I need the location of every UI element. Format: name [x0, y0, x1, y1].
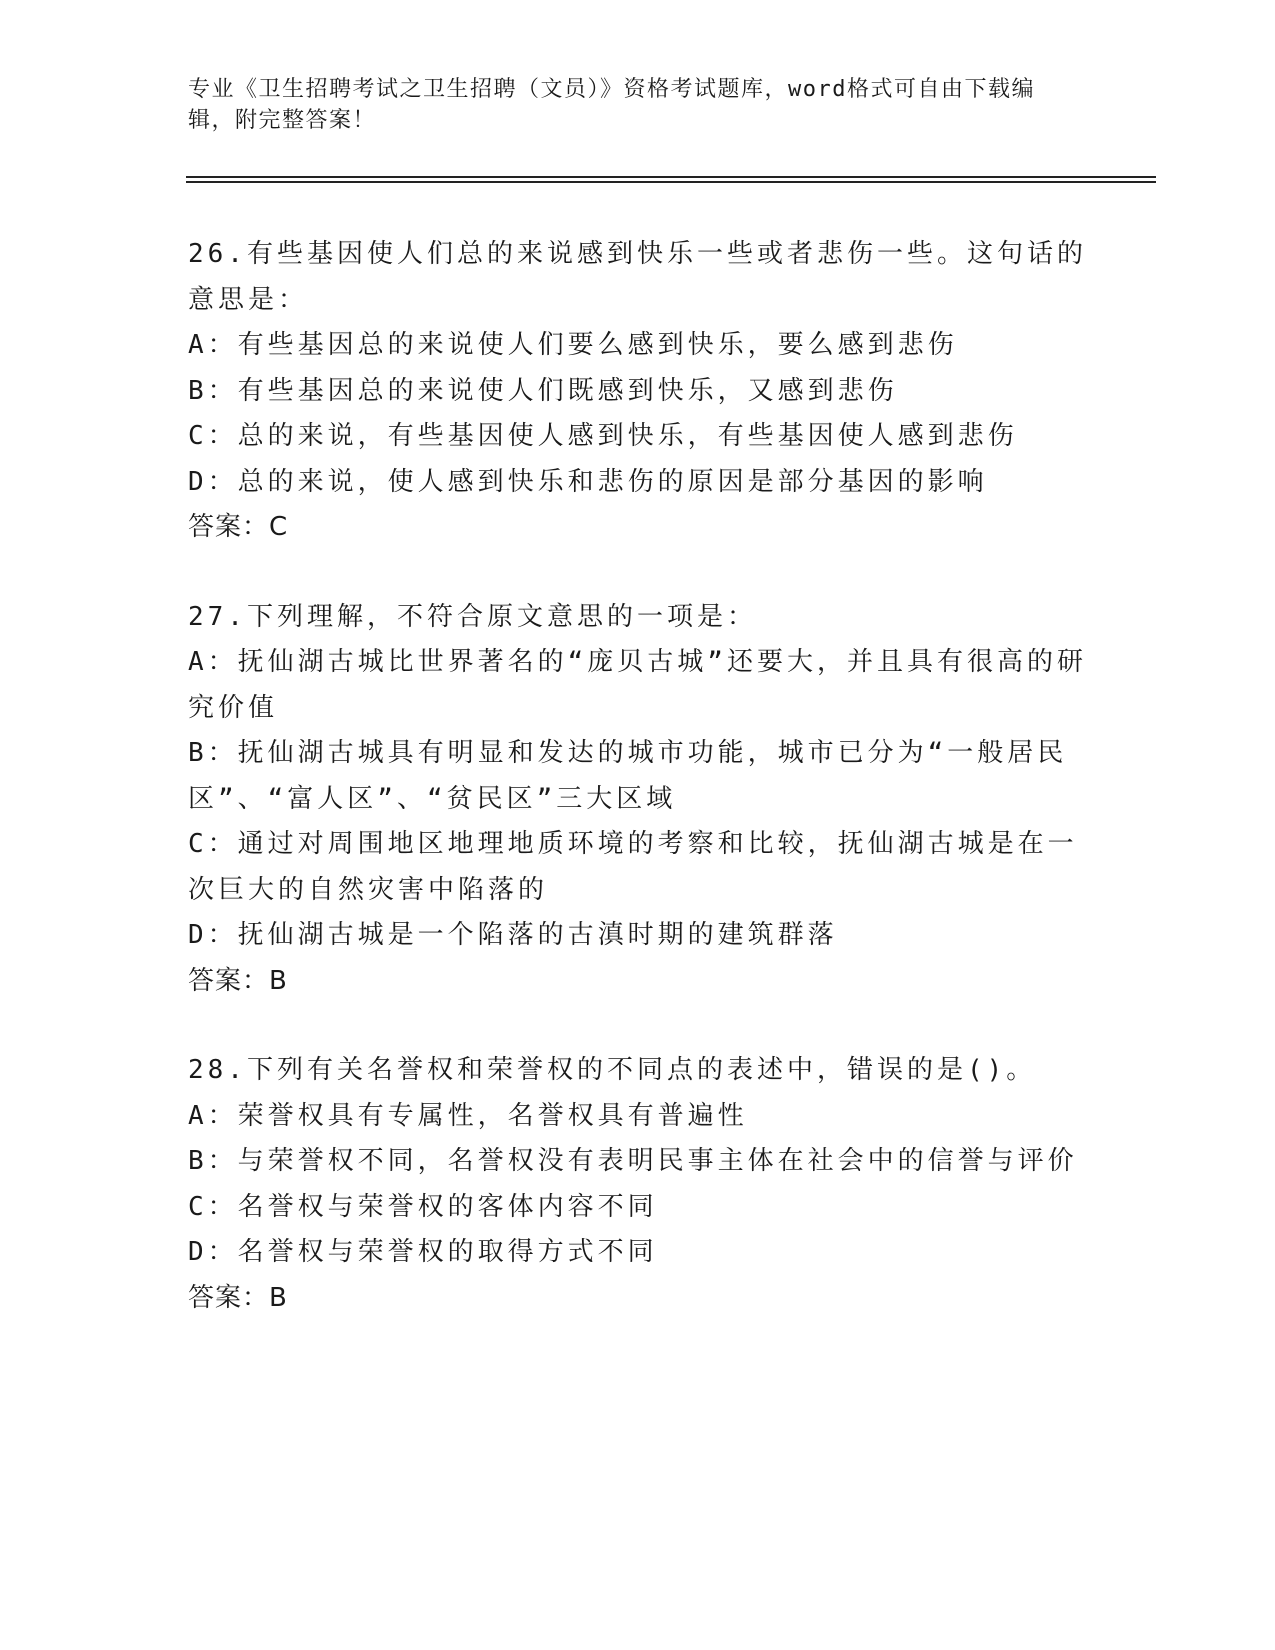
question-27: [188, 595, 1088, 1005]
question-28: [188, 1048, 1088, 1321]
question-text: 下列有关名誉权和荣誉权的不同点的表述中，错误的是()。: [246, 1055, 1037, 1085]
question-number: 27.: [188, 601, 247, 632]
option-label: A：: [188, 1100, 238, 1131]
option-label: B：: [188, 1146, 238, 1176]
option-label: B：: [188, 738, 238, 768]
question-26: [188, 232, 1088, 551]
question-stem: [188, 595, 1088, 641]
option-text: 与荣誉权不同，名誉权没有表明民事主体在社会中的信誉与评价: [237, 1146, 1078, 1176]
option-d: [188, 460, 1088, 506]
option-text: 名誉权与荣誉权的取得方式不同: [237, 1237, 658, 1267]
question-stem: [188, 232, 1088, 323]
question-number: 28.: [188, 1055, 247, 1085]
option-a: [188, 640, 1088, 731]
document-header: [188, 74, 1068, 136]
option-label: C：: [188, 421, 238, 451]
option-b: [188, 1139, 1088, 1185]
question-text: 下列理解，不符合原文意思的一项是：: [246, 601, 757, 632]
option-label: A：: [188, 330, 238, 360]
option-label: C：: [188, 1191, 238, 1222]
option-label: A：: [188, 647, 238, 677]
option-c: [188, 1185, 1088, 1231]
option-text: 荣誉权具有专属性，名誉权具有普遍性: [237, 1100, 748, 1131]
option-text: 有些基因总的来说使人们要么感到快乐，要么感到悲伤: [237, 330, 958, 360]
option-d: [188, 1230, 1088, 1276]
option-label: D：: [188, 466, 238, 497]
option-c: [188, 414, 1088, 460]
question-number: 26.: [188, 239, 247, 269]
question-stem: [188, 1048, 1088, 1094]
option-d: [188, 913, 1088, 959]
option-b: [188, 369, 1088, 415]
option-label: B：: [188, 375, 238, 406]
option-text: 有些基因总的来说使人们既感到快乐，又感到悲伤: [237, 375, 898, 406]
option-text: 抚仙湖古城是一个陷落的古滇时期的建筑群落: [237, 920, 838, 950]
option-c: [188, 822, 1088, 913]
answer: 答案：B: [188, 965, 288, 996]
header-text: 专业《卫生招聘考试之卫生招聘（文员）》资格考试题库，word格式可自由下载编辑，附完整答案！: [188, 77, 1035, 133]
answer: 答案：B: [188, 1282, 288, 1313]
option-b: [188, 731, 1088, 822]
option-label: C：: [188, 829, 238, 859]
option-a: [188, 1094, 1088, 1140]
option-a: [188, 323, 1088, 369]
option-text: 名誉权与荣誉权的客体内容不同: [237, 1191, 658, 1222]
option-text: 抚仙湖古城具有明显和发达的城市功能，城市已分为“一般居民区”、“富人区”、“贫民区”三大区域: [188, 738, 1068, 814]
question-list: [188, 232, 1088, 1365]
question-text: 有些基因使人们总的来说感到快乐一些或者悲伤一些。这句话的意思是：: [188, 239, 1087, 315]
option-label: D：: [188, 1237, 238, 1267]
header-divider: [186, 176, 1156, 183]
answer: 答案：C: [188, 512, 289, 542]
option-text: 通过对周围地区地理地质环境的考察和比较，抚仙湖古城是在一次巨大的自然灾害中陷落的: [188, 829, 1078, 905]
option-text: 总的来说，有些基因使人感到快乐，有些基因使人感到悲伤: [237, 421, 1018, 451]
option-label: D：: [188, 920, 238, 950]
option-text: 抚仙湖古城比世界著名的“庞贝古城”还要大，并且具有很高的研究价值: [188, 647, 1087, 723]
option-text: 总的来说，使人感到快乐和悲伤的原因是部分基因的影响: [237, 466, 988, 497]
